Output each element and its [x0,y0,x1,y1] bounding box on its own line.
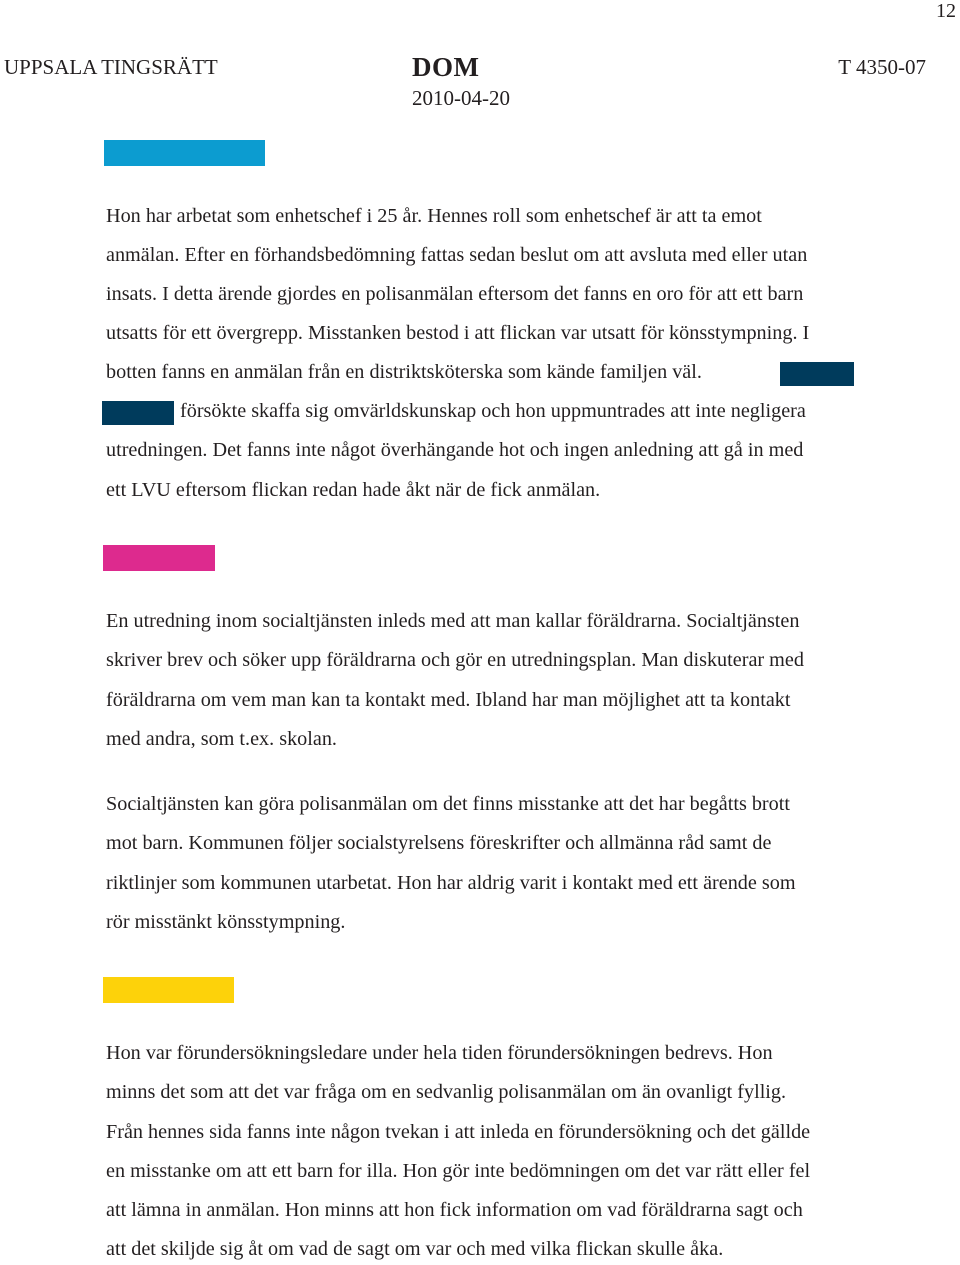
text-line: botten fanns en anmälan från en distriktsköterska som kände familjen väl. [106,361,702,383]
text-line: att lämna in anmälan. Hon minns att hon fick information om vad föräldrarna sagt och [106,1199,803,1221]
text-line: ett LVU eftersom flickan redan hade åkt när de fick anmälan. [106,479,601,501]
document-date: 2010-04-20 [412,86,510,110]
text-line: rör misstänkt könsstympning. [106,911,346,933]
document-type: DOM [412,52,480,82]
text-line: minns det som att det var fråga om en sedvanlig polisanmälan om än ovanligt fyllig. [106,1081,787,1103]
text-line: anmälan. Efter en förhandsbedömning fattas sedan beslut om att avsluta med eller utan [106,244,808,266]
text-line: att det skiljde sig åt om vad de sagt om var och med vilka flickan skulle åka. [106,1238,724,1260]
case-number: T 4350-07 [838,55,926,79]
redaction-block-navy [102,401,174,425]
page-number: 12 [936,0,956,22]
text-line: insats. I detta ärende gjordes en polisanmälan eftersom det fanns en oro för att ett barn [106,283,804,305]
redaction-block-magenta [103,545,215,571]
text-line: en misstanke om att ett barn for illa. Hon gör inte bedömningen om det var rätt eller fel [106,1160,811,1182]
text-line: föräldrarna om vem man kan ta kontakt med. Ibland har man möjlighet att ta kontakt [106,689,791,711]
redaction-block-navy [780,362,854,386]
text-line: utsatts för ett övergrepp. Misstanken bestod i att flickan var utsatt för könsstympning. I [106,322,810,344]
text-line: försökte skaffa sig omvärldskunskap och hon uppmuntrades att inte negligera [180,400,806,422]
text-line: Socialtjänsten kan göra polisanmälan om det finns misstanke att det har begåtts brott [106,793,790,815]
text-line: skriver brev och söker upp föräldrarna och gör en utredningsplan. Man diskuterar med [106,649,804,671]
text-line: mot barn. Kommunen följer socialstyrelsens föreskrifter och allmänna råd samt de [106,832,772,854]
text-line: Hon var förundersökningsledare under hela tiden förundersökningen bedrevs. Hon [106,1042,773,1064]
redaction-block-blue [104,140,265,166]
text-line: Hon har arbetat som enhetschef i 25 år. Hennes roll som enhetschef är att ta emot [106,205,762,227]
text-line: Från hennes sida fanns inte någon tvekan i att inleda en förundersökning och det gällde [106,1121,811,1143]
text-line: med andra, som t.ex. skolan. [106,728,337,750]
redaction-block-yellow [103,977,234,1003]
text-line: En utredning inom socialtjänsten inleds med att man kallar föräldrarna. Socialtjänsten [106,610,800,632]
text-line: utredningen. Det fanns inte något överhängande hot och ingen anledning att gå in med [106,439,804,461]
text-line: riktlinjer som kommunen utarbetat. Hon har aldrig varit i kontakt med ett ärende som [106,872,796,894]
court-name: UPPSALA TINGSRÄTT [4,55,218,79]
